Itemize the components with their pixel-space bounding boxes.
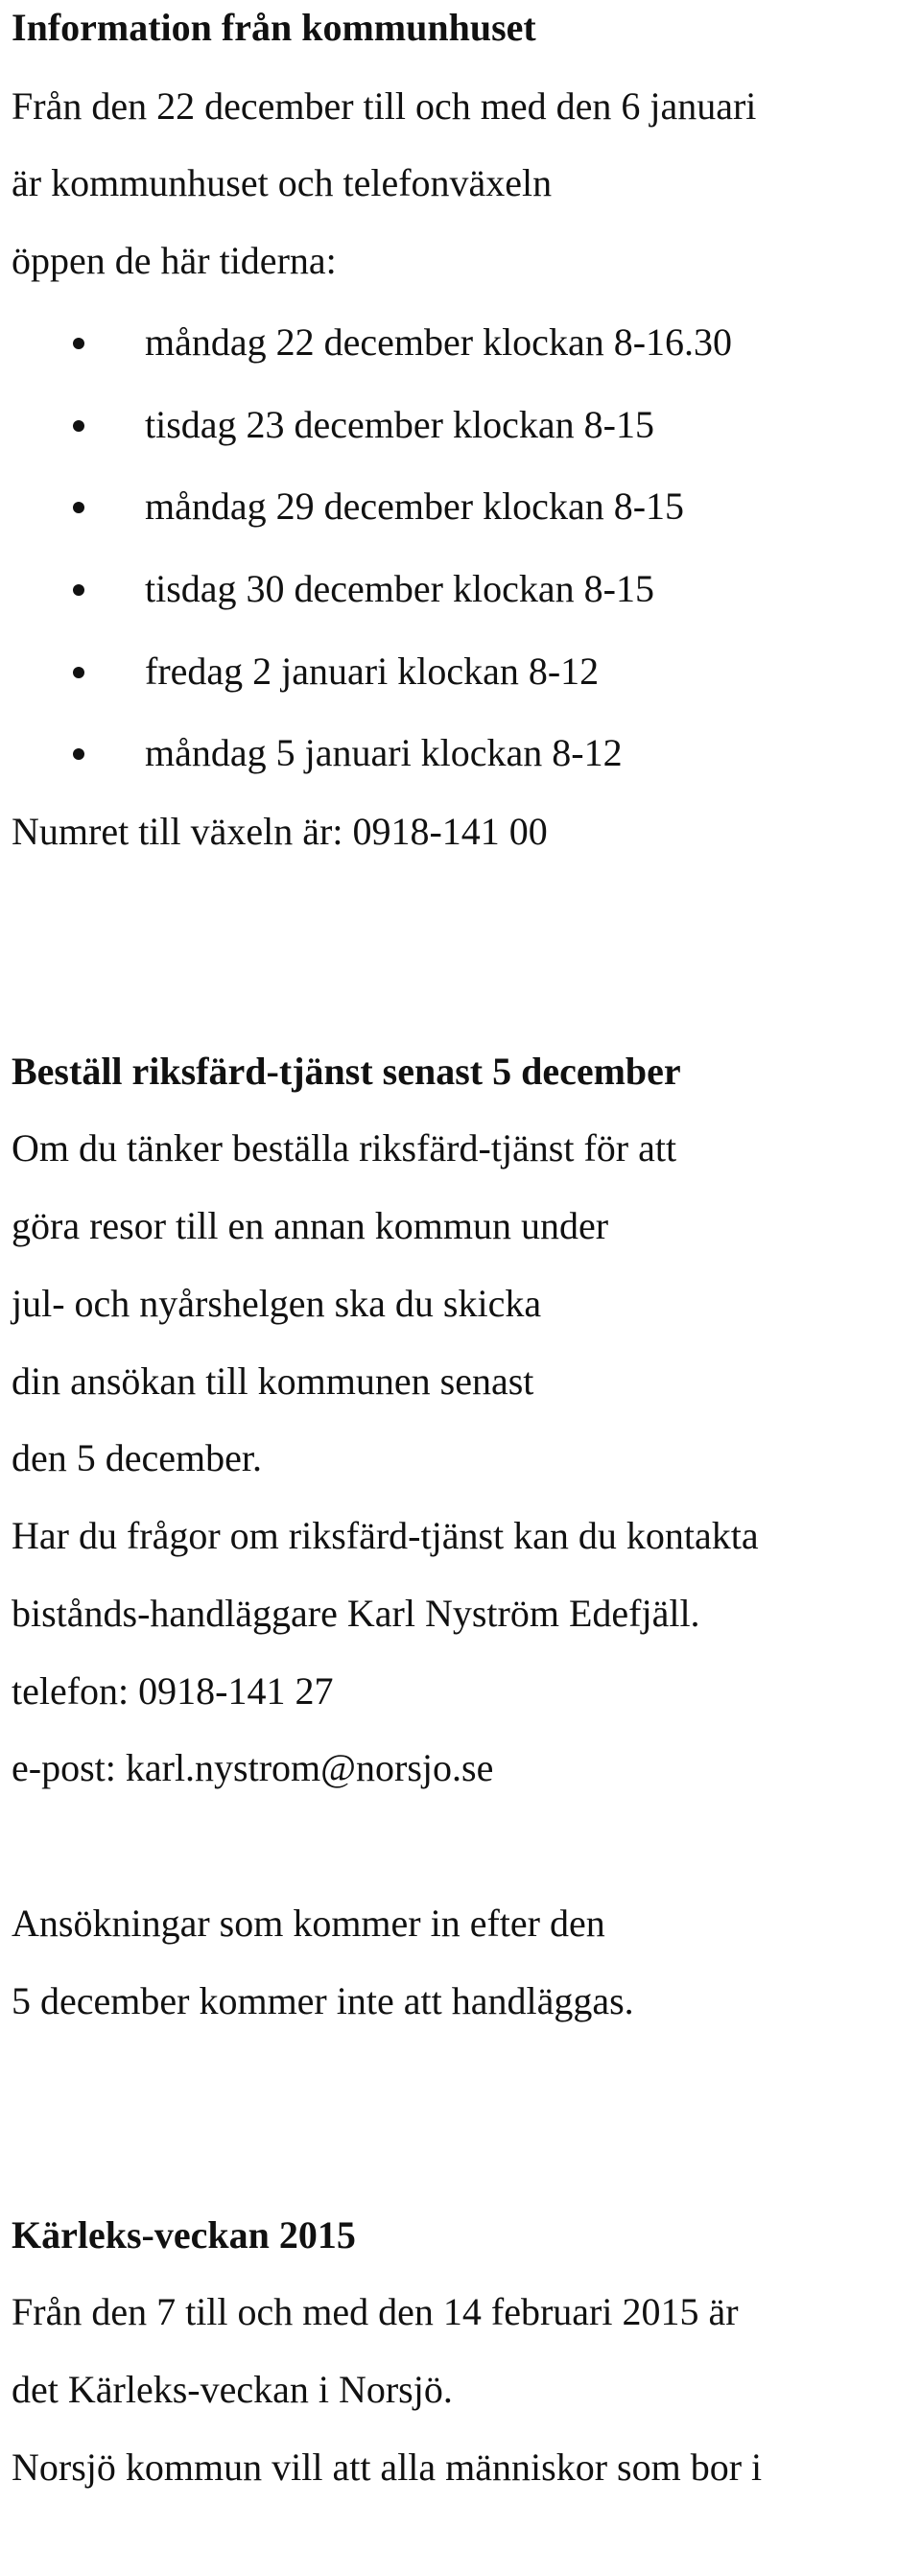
contact-phone: telefon: 0918-141 27	[12, 1669, 334, 1713]
bullet-dot-icon	[73, 748, 84, 760]
body-line: göra resor till en annan kommun under	[12, 1204, 609, 1247]
hours-list-item	[0, 648, 921, 696]
note-line: Ansökningar som kommer in efter den	[12, 1902, 605, 1945]
contact-email: e-post: karl.nystrom@norsjo.se	[12, 1746, 494, 1789]
hours-text: fredag 2 januari klockan 8-12	[145, 650, 600, 693]
section-heading-karleksveckan: Kärleks-veckan 2015	[12, 2213, 356, 2257]
body-line: din ansökan till kommunen senast	[12, 1359, 534, 1403]
body-line: bistånds-handläggare Karl Nyström Edefjäll.	[12, 1592, 700, 1635]
bullet-dot-icon	[73, 420, 84, 432]
section-heading-kommunhuset: Information från kommunhuset	[12, 6, 536, 49]
bullet-dot-icon	[73, 667, 84, 678]
hours-text: måndag 22 december klockan 8-16.30	[145, 320, 733, 364]
body-line: jul- och nyårshelgen ska du skicka	[12, 1282, 542, 1325]
section-heading-riksfard: Beställ riksfärd-tjänst senast 5 december	[12, 1050, 681, 1093]
body-line: den 5 december.	[12, 1436, 262, 1479]
note-line: 5 december kommer inte att handläggas.	[12, 1979, 634, 2022]
hours-list-item	[0, 483, 921, 531]
intro-line-2: är kommunhuset och telefonväxeln	[12, 161, 553, 204]
hours-list-item	[0, 729, 921, 777]
hours-list-item	[0, 319, 921, 366]
body-line: Från den 7 till och med den 14 februari 2015 är	[12, 2290, 739, 2333]
body-line: Har du frågor om riksfärd-tjänst kan du kontakta	[12, 1514, 759, 1557]
body-line: Om du tänker beställa riksfärd-tjänst för att	[12, 1126, 677, 1170]
body-line: det Kärleks-veckan i Norsjö.	[12, 2368, 453, 2411]
bullet-dot-icon	[73, 338, 84, 349]
hours-list-item	[0, 565, 921, 613]
body-line: Norsjö kommun vill att alla människor som bor i	[12, 2446, 763, 2489]
bullet-dot-icon	[73, 502, 84, 513]
hours-text: måndag 5 januari klockan 8-12	[145, 731, 623, 774]
hours-text: tisdag 30 december klockan 8-15	[145, 567, 654, 610]
intro-line-3: öppen de här tiderna:	[12, 239, 337, 282]
bullet-dot-icon	[73, 584, 84, 596]
hours-text: tisdag 23 december klockan 8-15	[145, 403, 654, 446]
hours-list-item	[0, 401, 921, 449]
switchboard-number: Numret till växeln är: 0918-141 00	[12, 810, 548, 853]
hours-text: måndag 29 december klockan 8-15	[145, 484, 685, 528]
intro-line-1: Från den 22 december till och med den 6 januari	[12, 84, 757, 128]
